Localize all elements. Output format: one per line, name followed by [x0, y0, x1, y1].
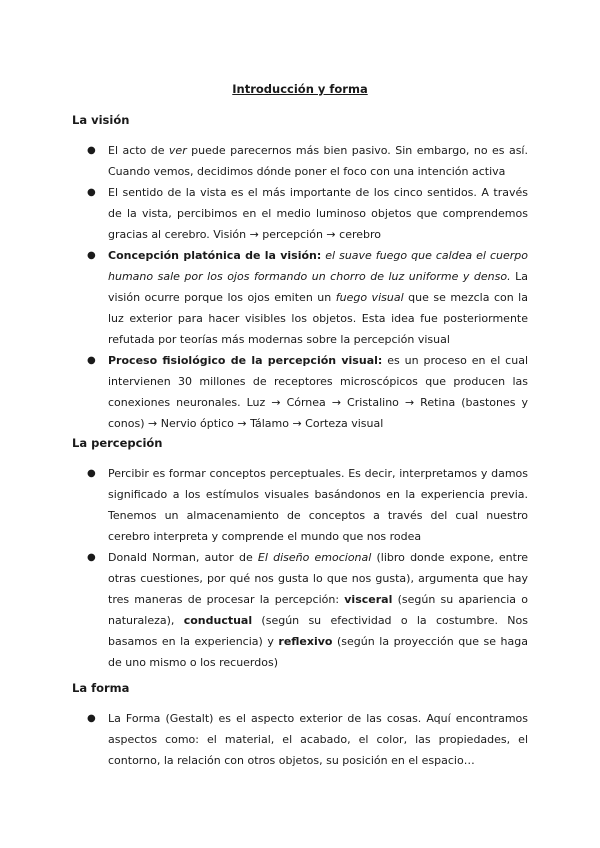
text-run: La Forma (Gestalt) es el aspecto exterior de las cosas. Aquí encontramos aspectos como: el material, el acabado, el color, las propiedades, el contorno, la relación con otros objetos, su posición en el espacio…	[108, 712, 528, 767]
bullet-icon: ●	[87, 552, 96, 563]
text-run: (según su apariencia o naturaleza),	[108, 593, 528, 627]
list-item	[72, 708, 528, 771]
bold-text: visceral	[344, 593, 393, 606]
list-item	[72, 350, 528, 434]
text-run: (según su efectividad o la costumbre. Nos basamos en la experiencia) y	[108, 614, 529, 648]
section-list-perception	[72, 463, 528, 673]
list-item	[72, 463, 528, 547]
section-list-vision	[72, 140, 528, 434]
italic-text: El diseño emocional	[257, 551, 372, 564]
italic-text: ver	[168, 144, 187, 157]
section-heading-vision: La visión	[72, 113, 130, 127]
italic-text: fuego visual	[335, 291, 404, 304]
page-title: Introducción y forma	[232, 82, 368, 96]
list-item	[72, 140, 528, 182]
text-run: El acto de	[108, 144, 169, 157]
bullet-icon: ●	[87, 145, 96, 156]
text-run: Donald Norman, autor de	[108, 551, 258, 564]
text-run: puede parecernos más bien pasivo. Sin embargo, no es así. Cuando vemos, decidimos dónde poner el foco con una intención activa	[108, 144, 528, 178]
list-item	[72, 245, 528, 350]
bold-text: Proceso fisiológico de la percepción visual:	[108, 354, 383, 367]
text-run: (según la proyección que se haga de uno mismo o los recuerdos)	[108, 635, 528, 669]
text-run: El sentido de la vista es el más importante de los cinco sentidos. A través de la vista, percibimos en el medio luminoso objetos que comprendemos gracias al cerebro. Visión → percepción → cerebro	[108, 186, 528, 241]
text-run: es un proceso en el cual intervienen 30 millones de receptores microscópicos que producen las conexiones neuronales. Luz → Córnea → Cristalino → Retina (bastones y conos) → Nervio óptico → Tálamo → Corteza visual	[108, 354, 529, 430]
bullet-icon: ●	[87, 355, 96, 366]
bold-text: reflexivo	[278, 635, 333, 648]
list-item	[72, 182, 528, 245]
bullet-icon: ●	[87, 713, 96, 724]
bold-text: Concepción platónica de la visión:	[108, 249, 322, 262]
bullet-icon: ●	[87, 187, 96, 198]
bullet-icon: ●	[87, 250, 96, 261]
list-item	[72, 547, 528, 673]
text-run: que se mezcla con la luz exterior para hacer visibles los objetos. Esta idea fue posteriormente refutada por teorías más modernas sobre la percepción visual	[108, 291, 528, 346]
section-heading-perception: La percepción	[72, 436, 163, 450]
bullet-icon: ●	[87, 468, 96, 479]
text-run: Percibir es formar conceptos perceptuales. Es decir, interpretamos y damos significado a los estímulos visuales basándonos en la experiencia previa. Tenemos un almacenamiento de conceptos a través del cual nuestro cerebro interpreta y comprende el mundo que nos rodea	[108, 467, 528, 543]
section-list-form	[72, 708, 528, 771]
bold-text: conductual	[183, 614, 253, 627]
section-heading-form: La forma	[72, 681, 130, 695]
text-run: La visión ocurre porque los ojos emiten un	[108, 270, 528, 304]
text-run: (libro donde expone, entre otras cuestiones, por qué nos gusta lo que nos gusta), argumenta que hay tres maneras de procesar la percepción:	[108, 551, 528, 606]
italic-text: el suave fuego que caldea el cuerpo humano sale por los ojos formando un chorro de luz uniforme y denso.	[108, 249, 528, 283]
